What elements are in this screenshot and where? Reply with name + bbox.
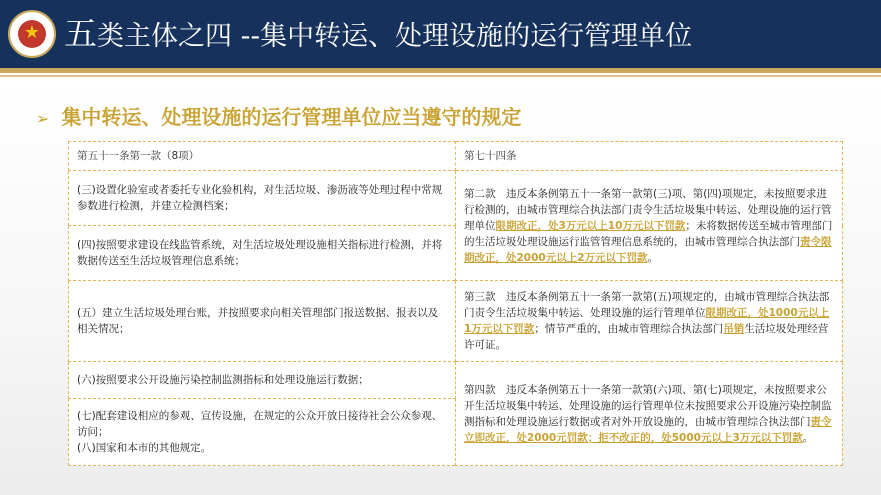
gold-divider-thin bbox=[0, 75, 881, 77]
clause-3-penalty: 限期改正，处1000元以上1万元以下罚款 bbox=[464, 307, 830, 335]
section-heading bbox=[36, 103, 521, 131]
rules-table bbox=[68, 141, 843, 466]
gold-divider bbox=[0, 68, 881, 73]
clause-2-penalty-2: 责令限期改正，处2000元以上2万元以下罚款 bbox=[464, 235, 832, 264]
table-header-row bbox=[69, 142, 843, 171]
page-title bbox=[64, 12, 692, 56]
arrow-icon: ➢ bbox=[36, 109, 50, 128]
emblem-center bbox=[18, 20, 46, 48]
emblem-logo bbox=[8, 10, 56, 58]
clause-2-text-c: ；未将数据传送至城市管理部门的生活垃圾处理设施运行监管管理信息系统的，由城市管理综合执法部门 bbox=[464, 219, 833, 248]
table-row bbox=[69, 362, 843, 399]
article-74-clause-3 bbox=[456, 281, 843, 362]
clause-2-text-e: 。 bbox=[647, 251, 659, 264]
page-title-rest: 类主体之四 --集中转运、处理设施的运行管理单位 bbox=[97, 21, 693, 52]
article-74-clause-4 bbox=[456, 362, 843, 466]
item-8: (八)国家和本市的其他规定。 bbox=[77, 442, 212, 454]
item-4: (四)按照要求建设在线监管系统，对生活垃圾处理设施相关指标进行检测，并将数据传送至生活垃圾管理信息系统； bbox=[69, 226, 456, 281]
section-title: 集中转运、处理设施的运行管理单位应当遵守的规定 bbox=[61, 105, 522, 129]
clause-3-text-c: ；情节严重的，由城市管理综合执法部门 bbox=[534, 323, 724, 335]
table-row bbox=[69, 281, 843, 362]
clause-2-text-a: 第二款 违反本条例第五十一条第一款第(三)项、第(四)项规定，未按照要求进行检测的，由城市管理综合执法部门责令生活垃圾集中转运、处理设施的运行管理单位 bbox=[464, 187, 832, 232]
clause-4-text-c: 。 bbox=[802, 431, 814, 444]
header-right: 第七十四条 bbox=[456, 142, 843, 171]
clause-3-text-a: 第三款 违反本条例第五十一条第一款第(五)项规定的，由城市管理综合执法部门责令生活垃圾集中转运、处理设施的运行管理单位 bbox=[464, 291, 830, 319]
star-icon: ★ bbox=[23, 22, 41, 43]
clause-3-text-e: 生活垃圾处理经营许可证。 bbox=[464, 323, 829, 351]
article-74-clause-2 bbox=[456, 171, 843, 281]
item-6: (六)按照要求公开设施污染控制监测指标和处理设施运行数据； bbox=[69, 362, 456, 399]
header-left: 第五十一条第一款（8项） bbox=[69, 142, 456, 171]
clause-4-penalty: 责令立即改正，处2000元罚款；拒不改正的，处5000元以上3万元以下罚款 bbox=[464, 415, 832, 444]
clause-3-revoke: 吊销 bbox=[723, 323, 745, 335]
title-bar bbox=[0, 0, 881, 68]
table-row bbox=[69, 171, 843, 226]
item-7: (七)配套建设相应的参观、宣传设施，在规定的公众开放日接待社会公众参观、访问； bbox=[77, 410, 443, 438]
page-title-big: 五 bbox=[64, 14, 97, 53]
clause-4-text-a: 第四款 违反本条例第五十一条第一款第(六)项、第(七)项规定，未按照要求公开生活垃圾集中转运、处理设施的运行管理单位未按照要求公开设施污染控制监测指标和处理设施运行数据或者对外开放设施的，由城市管理综合执法部门 bbox=[464, 383, 832, 428]
clause-2-penalty-1: 限期改正，处3万元以上10万元以下罚款 bbox=[495, 219, 686, 232]
item-3: (三)设置化验室或者委托专业化验机构，对生活垃圾、渗沥液等处理过程中常规参数进行检测，并建立检测档案； bbox=[69, 171, 456, 226]
items-7-8 bbox=[69, 399, 456, 466]
item-5: (五）建立生活垃圾处理台账，并按照要求向相关管理部门报送数据、报表以及相关情况； bbox=[69, 281, 456, 362]
